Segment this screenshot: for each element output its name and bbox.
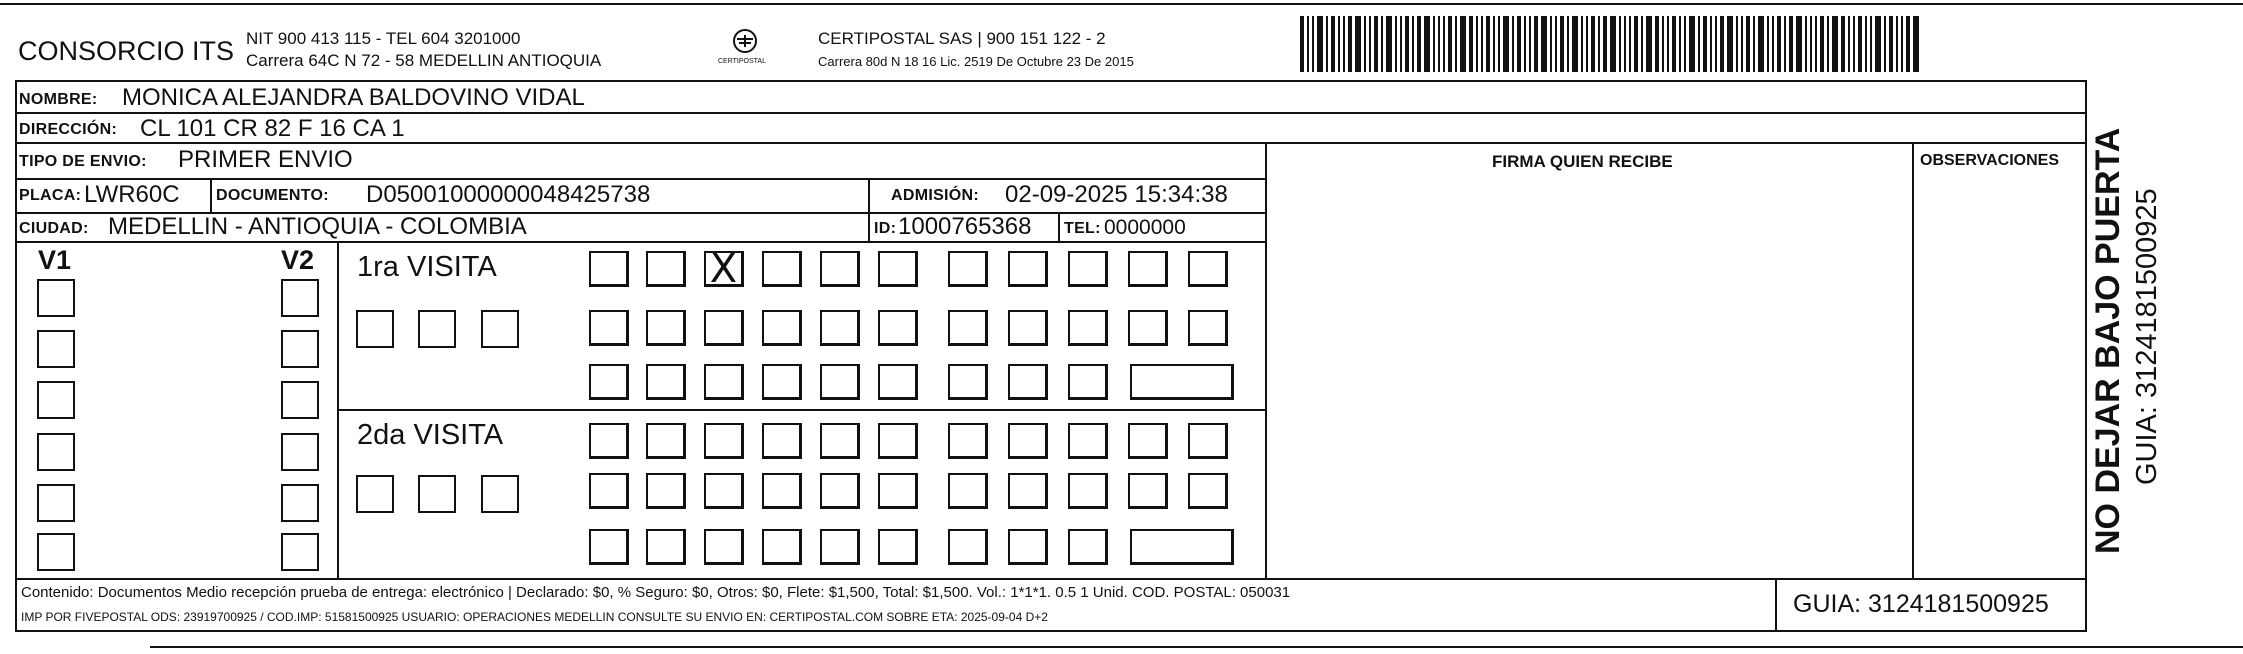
day-box	[1008, 473, 1048, 509]
id-value: 1000765368	[898, 213, 1032, 240]
day-box-checked: X	[704, 251, 744, 287]
day-box	[878, 364, 918, 400]
v1-checkbox	[37, 484, 75, 522]
documento-label: DOCUMENTO:	[216, 187, 329, 204]
row-rule	[15, 241, 1265, 243]
check-mark	[356, 307, 394, 349]
day-box	[646, 364, 686, 400]
tipo-envio-value: PRIMER ENVIO	[178, 146, 353, 173]
carrier-line: CERTIPOSTAL SAS | 900 151 122 - 2	[818, 29, 1106, 48]
day-box	[646, 423, 686, 459]
month-checkbox	[418, 475, 456, 513]
day-box	[820, 364, 860, 400]
day-box	[704, 310, 744, 346]
day-box	[704, 529, 744, 565]
placa-label: PLACA:	[19, 187, 82, 204]
v2-label: V2	[281, 245, 315, 275]
day-box	[948, 364, 988, 400]
day-box	[589, 423, 629, 459]
day-box	[1068, 364, 1108, 400]
day-box	[1128, 473, 1168, 509]
time-box	[1130, 364, 1234, 400]
side-warning: NO DEJAR BAJO PUERTA	[2089, 127, 2127, 554]
col-rule	[1265, 142, 1267, 578]
v2-checkbox	[281, 279, 319, 317]
firma-label: FIRMA QUIEN RECIBE	[1492, 152, 1673, 171]
nit-line: NIT 900 413 115 - TEL 604 3201000	[246, 29, 521, 48]
month-checkbox	[481, 475, 519, 513]
top-rule	[0, 3, 2243, 5]
v2-checkbox	[281, 381, 319, 419]
side-guia: GUIA: 3124181500925	[2131, 188, 2163, 485]
day-box	[589, 310, 629, 346]
tel-value: 0000000	[1104, 216, 1186, 239]
direccion-label: DIRECCIÓN:	[19, 121, 118, 138]
day-box	[762, 251, 802, 287]
nombre-label: NOMBRE:	[19, 91, 98, 108]
visit-divider	[337, 409, 1265, 411]
placa-value: LWR60C	[84, 181, 180, 208]
v1-checkbox	[37, 330, 75, 368]
day-box	[878, 529, 918, 565]
day-box	[1068, 423, 1108, 459]
documento-value: D05001000000048425738	[366, 181, 651, 208]
day-box	[646, 251, 686, 287]
day-box	[1008, 251, 1048, 287]
sender-address: Carrera 64C N 72 - 58 MEDELLIN ANTIOQUIA	[246, 51, 602, 70]
visit1-title: 1ra VISITA	[357, 251, 497, 283]
row-rule	[15, 112, 2087, 114]
visit2-title: 2da VISITA	[357, 419, 504, 451]
company-name: CONSORCIO ITS	[18, 36, 235, 66]
month-checkbox	[481, 310, 519, 348]
nombre-value: MONICA ALEJANDRA BALDOVINO VIDAL	[122, 84, 585, 111]
day-box	[646, 310, 686, 346]
v2-checkbox	[281, 330, 319, 368]
certipostal-logo	[712, 26, 778, 72]
v1-label: V1	[38, 245, 72, 275]
day-box	[704, 423, 744, 459]
day-box	[878, 310, 918, 346]
day-box	[948, 251, 988, 287]
bottom-rule	[150, 646, 2243, 648]
direccion-value: CL 101 CR 82 F 16 CA 1	[140, 115, 405, 142]
tel-label: TEL:	[1064, 220, 1101, 237]
col-rule	[868, 178, 870, 212]
logo-text: CERTIPOSTAL	[718, 58, 766, 65]
footer-contenido: Contenido: Documentos Medio recepción prueba de entrega: electrónico | Declarado: $0, % Seguro: $0, Otros: $0, Flete: $1,500, Total: $1,500. Vol.: 1*1*1. 0.5 1 Unid. COD. POSTAL: 050031	[21, 584, 1291, 601]
admision-value: 02-09-2025 15:34:38	[1005, 181, 1228, 208]
row-rule	[15, 142, 2087, 144]
day-box	[1188, 473, 1228, 509]
day-box	[1188, 310, 1228, 346]
admision-label: ADMISIÓN:	[891, 187, 980, 204]
day-box	[1008, 423, 1048, 459]
footer-imp: IMP POR FIVEPOSTAL ODS: 23919700925 / COD.IMP: 51581500925 USUARIO: OPERACIONES MEDELLIN CONSULTE SU ENVIO EN: CERTIPOSTAL.COM SOBRE ETA: 2025-09-04 D+2	[21, 610, 1048, 624]
col-rule	[1775, 578, 1777, 632]
day-box	[948, 423, 988, 459]
day-box	[1128, 251, 1168, 287]
tipo-envio-label: TIPO DE ENVIO:	[19, 153, 147, 170]
col-rule	[1058, 212, 1060, 241]
day-box	[820, 251, 860, 287]
v2-checkbox	[281, 484, 319, 522]
day-box	[1068, 310, 1108, 346]
day-box	[704, 473, 744, 509]
check-mark	[37, 431, 75, 473]
day-box	[820, 423, 860, 459]
day-box	[762, 310, 802, 346]
day-box	[1068, 473, 1108, 509]
id-label: ID:	[874, 220, 897, 237]
col-rule	[868, 212, 870, 241]
day-box	[1008, 364, 1048, 400]
v1-checkbox	[37, 381, 75, 419]
day-box	[762, 423, 802, 459]
footer-guia: GUIA: 3124181500925	[1793, 590, 2049, 618]
day-box	[1008, 529, 1048, 565]
day-box	[878, 251, 918, 287]
day-box	[589, 473, 629, 509]
day-box	[1128, 310, 1168, 346]
observaciones-label: OBSERVACIONES	[1920, 152, 2059, 169]
day-box	[820, 473, 860, 509]
ciudad-label: CIUDAD:	[19, 220, 89, 237]
day-box	[820, 310, 860, 346]
day-box	[878, 473, 918, 509]
day-box	[646, 529, 686, 565]
day-box	[762, 473, 802, 509]
day-box	[878, 423, 918, 459]
day-box	[589, 364, 629, 400]
day-box	[1068, 251, 1108, 287]
day-box	[762, 529, 802, 565]
time-box	[1130, 529, 1234, 565]
v2-checkbox	[281, 433, 319, 471]
day-box	[589, 251, 629, 287]
day-box	[948, 310, 988, 346]
col-rule	[210, 178, 212, 212]
day-box	[1128, 423, 1168, 459]
day-box	[646, 473, 686, 509]
day-box	[762, 364, 802, 400]
row-rule	[15, 178, 1265, 180]
day-box	[948, 529, 988, 565]
day-box	[1188, 423, 1228, 459]
day-box	[704, 364, 744, 400]
month-checkbox	[418, 310, 456, 348]
month-checkbox	[356, 475, 394, 513]
col-rule	[1912, 142, 1914, 578]
day-box	[1068, 529, 1108, 565]
day-box	[948, 473, 988, 509]
v2-checkbox	[281, 533, 319, 571]
carrier-address: Carrera 80d N 18 16 Lic. 2519 De Octubre 23 De 2015	[818, 54, 1134, 69]
barcode	[1300, 16, 1932, 72]
day-box	[820, 529, 860, 565]
day-box	[1188, 251, 1228, 287]
day-box	[589, 529, 629, 565]
v1-checkbox	[37, 533, 75, 571]
v1-checkbox	[37, 279, 75, 317]
ciudad-value: MEDELLIN - ANTIOQUIA - COLOMBIA	[108, 213, 527, 240]
day-box	[1008, 310, 1048, 346]
